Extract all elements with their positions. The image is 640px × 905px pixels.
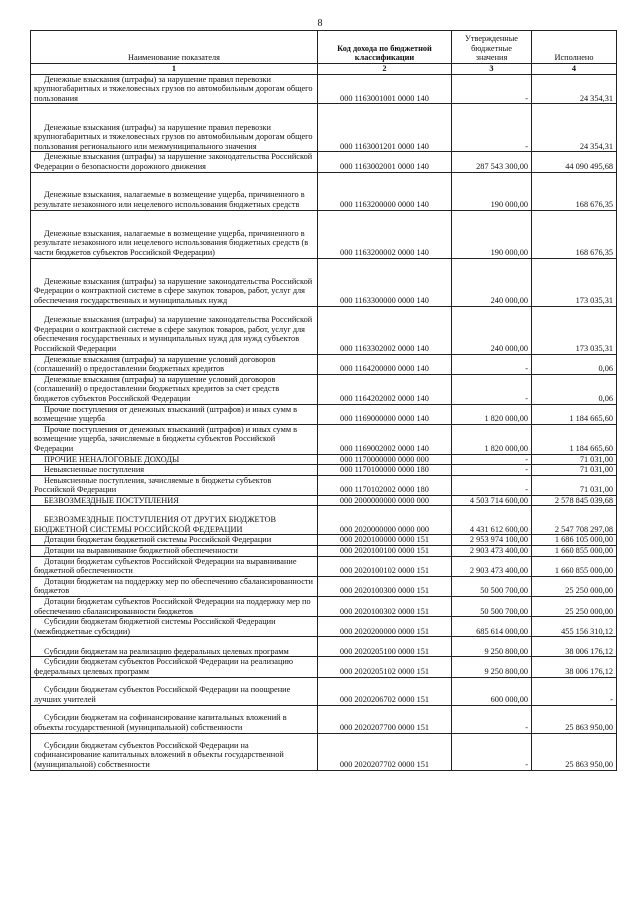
table-row (31, 705, 617, 733)
row-name-cell: Денежные взыскания (штрафы) за нарушение правил перевозки крупногабаритных и тяжеловесных грузов по автомобильным дорогам общего пользования регионального или межмуниципального значения (31, 104, 318, 152)
row-code-cell: 000 2020100302 0000 151 (318, 597, 452, 617)
row-executed-cell: 1 660 855 000,00 (532, 546, 617, 557)
row-approved-cell: 685 614 000,00 (452, 617, 532, 637)
row-name-cell: Дотации бюджетам субъектов Российской Федерации на выравнивание бюджетной обеспеченности (31, 556, 318, 576)
row-executed-cell: 44 090 495,68 (532, 152, 617, 172)
column-number: 2 (318, 64, 452, 75)
row-executed-cell: 1 184 665,60 (532, 404, 617, 424)
row-executed-cell: 38 006 176,12 (532, 657, 617, 677)
table-row (31, 617, 617, 637)
row-approved-cell: - (452, 74, 532, 104)
row-name-cell: Денежные взыскания (штрафы) за нарушение законодательства Российской Федерации о контрактной системе в сфере закупок товаров, работ, услуг для обеспечения государственных и муниципальных нужд для нужд субъектов Российской Федерации (31, 306, 318, 354)
row-approved-cell: 190 000,00 (452, 210, 532, 258)
row-executed-cell: 173 035,31 (532, 258, 617, 306)
row-approved-cell: 9 250 800,00 (452, 637, 532, 657)
row-name-cell: Денежные взыскания (штрафы) за нарушение законодательства Российской Федерации о безопасности дорожного движения (31, 152, 318, 172)
table-row (31, 210, 617, 258)
row-executed-cell: 168 676,35 (532, 210, 617, 258)
row-code-cell: 000 2020100000 0000 151 (318, 535, 452, 546)
row-approved-cell: 50 500 700,00 (452, 576, 532, 596)
row-approved-cell: 1 820 000,00 (452, 424, 532, 454)
table-row (31, 104, 617, 152)
row-name-cell: Денежные взыскания (штрафы) за нарушение условий договоров (соглашений) о предоставлении бюджетных кредитов за счет средств бюджетов субъектов Российской Федерации (31, 374, 318, 404)
row-approved-cell: - (452, 475, 532, 495)
row-approved-cell: 4 503 714 600,00 (452, 495, 532, 506)
row-code-cell: 000 2020205100 0000 151 (318, 637, 452, 657)
row-approved-cell: 2 903 473 400,00 (452, 546, 532, 557)
column-number: 1 (31, 64, 318, 75)
row-executed-cell: 38 006 176,12 (532, 637, 617, 657)
table-row (31, 465, 617, 476)
table-row (31, 475, 617, 495)
table-row (31, 172, 617, 210)
row-code-cell: 000 2020100102 0000 151 (318, 556, 452, 576)
row-name-cell: Дотации бюджетам бюджетной системы Российской Федерации (31, 535, 318, 546)
row-name-cell: Невыясненные поступления, зачисляемые в бюджеты субъектов Российской Федерации (31, 475, 318, 495)
row-code-cell: 000 2020207700 0000 151 (318, 705, 452, 733)
row-executed-cell: 24 354,31 (532, 74, 617, 104)
row-approved-cell: - (452, 733, 532, 770)
row-executed-cell: - (532, 677, 617, 705)
row-name-cell: Денежные взыскания (штрафы) за нарушение правил перевозки крупногабаритных и тяжеловесных грузов по автомобильным дорогам общего пользования (31, 74, 318, 104)
row-name-cell: Дотации на выравнивание бюджетной обеспеченности (31, 546, 318, 557)
row-name-cell: Денежные взыскания, налагаемые в возмещение ущерба, причиненного в результате незаконного или нецелевого использования бюджетных средств (31, 172, 318, 210)
table-row (31, 677, 617, 705)
table-row (31, 657, 617, 677)
row-approved-cell: 4 431 612 600,00 (452, 506, 532, 535)
header-approved: Утвержденные бюджетные значения (452, 31, 532, 64)
column-number: 3 (452, 64, 532, 75)
row-name-cell: Субсидии бюджетам субъектов Российской Федерации на софинансирование капитальных вложений в объекты государственной (муниципальной) собственности (31, 733, 318, 770)
row-name-cell: БЕЗВОЗМЕЗДНЫЕ ПОСТУПЛЕНИЯ ОТ ДРУГИХ БЮДЖЕТОВ БЮДЖЕТНОЙ СИСТЕМЫ РОССИЙСКОЙ ФЕДЕРАЦИИ (31, 506, 318, 535)
row-code-cell: 000 1169000000 0000 140 (318, 404, 452, 424)
row-name-cell: Субсидии бюджетам бюджетной системы Российской Федерации (межбюджетные субсидии) (31, 617, 318, 637)
column-number: 4 (532, 64, 617, 75)
row-name-cell: Субсидии бюджетам на софинансирование капитальных вложений в объекты государственной (муниципальной) собственности (31, 705, 318, 733)
row-name-cell: Субсидии бюджетам субъектов Российской Федерации на поощрение лучших учителей (31, 677, 318, 705)
page-number: 8 (317, 18, 323, 29)
row-code-cell: 000 1163200002 0000 140 (318, 210, 452, 258)
row-code-cell: 000 2020100300 0000 151 (318, 576, 452, 596)
row-approved-cell: 600 000,00 (452, 677, 532, 705)
row-approved-cell: 240 000,00 (452, 306, 532, 354)
row-approved-cell: 50 500 700,00 (452, 597, 532, 617)
row-approved-cell: - (452, 374, 532, 404)
row-executed-cell: 25 863 950,00 (532, 705, 617, 733)
row-name-cell: Денежные взыскания, налагаемые в возмещение ущерба, причиненного в результате незаконного или нецелевого использования бюджетных средств (в части бюджетов субъектов Российской Федерации) (31, 210, 318, 258)
row-executed-cell: 24 354,31 (532, 104, 617, 152)
row-executed-cell: 2 578 845 039,68 (532, 495, 617, 506)
table-row (31, 733, 617, 770)
row-approved-cell: - (452, 705, 532, 733)
row-name-cell: Денежные взыскания (штрафы) за нарушение законодательства Российской Федерации о контрактной системе в сфере закупок товаров, работ, услуг для обеспечения государственных и муниципальных нужд (31, 258, 318, 306)
row-name-cell: Денежные взыскания (штрафы) за нарушение условий договоров (соглашений) о предоставлении бюджетных кредитов (31, 354, 318, 374)
row-approved-cell: - (452, 104, 532, 152)
table-row (31, 424, 617, 454)
header-name: Наименование показателя (31, 31, 318, 64)
row-name-cell: Невыясненные поступления (31, 465, 318, 476)
row-name-cell: Дотации бюджетам субъектов Российской Федерации на поддержку мер по обеспечению сбалансированности бюджетов (31, 597, 318, 617)
table-row (31, 535, 617, 546)
table-row (31, 354, 617, 374)
row-executed-cell: 2 547 708 297,08 (532, 506, 617, 535)
row-approved-cell: 287 543 300,00 (452, 152, 532, 172)
table-row (31, 506, 617, 535)
row-executed-cell: 1 184 665,60 (532, 424, 617, 454)
table-row (31, 454, 617, 465)
row-executed-cell: 0,06 (532, 354, 617, 374)
row-code-cell: 000 2000000000 0000 000 (318, 495, 452, 506)
row-approved-cell: 190 000,00 (452, 172, 532, 210)
row-approved-cell: - (452, 465, 532, 476)
table-row (31, 306, 617, 354)
row-name-cell: Дотации бюджетам на поддержку мер по обеспечению сбалансированности бюджетов (31, 576, 318, 596)
table-row (31, 74, 617, 104)
table-row (31, 374, 617, 404)
row-code-cell: 000 1163001001 0000 140 (318, 74, 452, 104)
row-code-cell: 000 2020200000 0000 151 (318, 617, 452, 637)
row-code-cell: 000 1163300000 0000 140 (318, 258, 452, 306)
table-row (31, 404, 617, 424)
row-approved-cell: 1 820 000,00 (452, 404, 532, 424)
row-code-cell: 000 1163002001 0000 140 (318, 152, 452, 172)
row-approved-cell: - (452, 454, 532, 465)
row-approved-cell: 240 000,00 (452, 258, 532, 306)
table-row (31, 576, 617, 596)
table-row (31, 258, 617, 306)
row-code-cell: 000 1170100000 0000 180 (318, 465, 452, 476)
row-executed-cell: 168 676,35 (532, 172, 617, 210)
table-row (31, 556, 617, 576)
header-code: Код дохода по бюджетной классификации (318, 31, 452, 64)
row-code-cell: 000 1163001201 0000 140 (318, 104, 452, 152)
table-row (31, 495, 617, 506)
row-code-cell: 000 2020000000 0000 000 (318, 506, 452, 535)
row-executed-cell: 1 660 855 000,00 (532, 556, 617, 576)
table-row (31, 546, 617, 557)
row-code-cell: 000 1170000000 0000 000 (318, 454, 452, 465)
row-name-cell: Субсидии бюджетам на реализацию федеральных целевых программ (31, 637, 318, 657)
row-name-cell: БЕЗВОЗМЕЗДНЫЕ ПОСТУПЛЕНИЯ (31, 495, 318, 506)
row-code-cell: 000 2020207702 0000 151 (318, 733, 452, 770)
row-executed-cell: 0,06 (532, 374, 617, 404)
row-code-cell: 000 2020206702 0000 151 (318, 677, 452, 705)
row-name-cell: ПРОЧИЕ НЕНАЛОГОВЫЕ ДОХОДЫ (31, 454, 318, 465)
row-executed-cell: 173 035,31 (532, 306, 617, 354)
table-row (31, 637, 617, 657)
table-row (31, 597, 617, 617)
row-executed-cell: 25 250 000,00 (532, 597, 617, 617)
row-approved-cell: 2 953 974 100,00 (452, 535, 532, 546)
budget-execution-table (30, 30, 617, 771)
table-row (31, 152, 617, 172)
row-approved-cell: 2 903 473 400,00 (452, 556, 532, 576)
column-number-row (31, 64, 617, 75)
row-approved-cell: 9 250 800,00 (452, 657, 532, 677)
row-name-cell: Субсидии бюджетам субъектов Российской Федерации на реализацию федеральных целевых программ (31, 657, 318, 677)
row-name-cell: Прочие поступления от денежных взысканий (штрафов) и иных сумм в возмещение ущерба (31, 404, 318, 424)
row-executed-cell: 71 031,00 (532, 475, 617, 495)
table-header-row (31, 31, 617, 64)
row-code-cell: 000 1164202002 0000 140 (318, 374, 452, 404)
row-executed-cell: 25 250 000,00 (532, 576, 617, 596)
row-code-cell: 000 1164200000 0000 140 (318, 354, 452, 374)
row-code-cell: 000 2020100100 0000 151 (318, 546, 452, 557)
row-executed-cell: 71 031,00 (532, 454, 617, 465)
row-code-cell: 000 1169002002 0000 140 (318, 424, 452, 454)
row-executed-cell: 71 031,00 (532, 465, 617, 476)
row-approved-cell: - (452, 354, 532, 374)
row-code-cell: 000 1170102002 0000 180 (318, 475, 452, 495)
row-name-cell: Прочие поступления от денежных взысканий (штрафов) и иных сумм в возмещение ущерба, зачисляемые в бюджеты субъектов Российской Федерации (31, 424, 318, 454)
row-executed-cell: 1 686 105 000,00 (532, 535, 617, 546)
row-executed-cell: 455 156 310,12 (532, 617, 617, 637)
row-code-cell: 000 2020205102 0000 151 (318, 657, 452, 677)
row-code-cell: 000 1163302002 0000 140 (318, 306, 452, 354)
row-executed-cell: 25 863 950,00 (532, 733, 617, 770)
header-executed: Исполнено (532, 31, 617, 64)
row-code-cell: 000 1163200000 0000 140 (318, 172, 452, 210)
